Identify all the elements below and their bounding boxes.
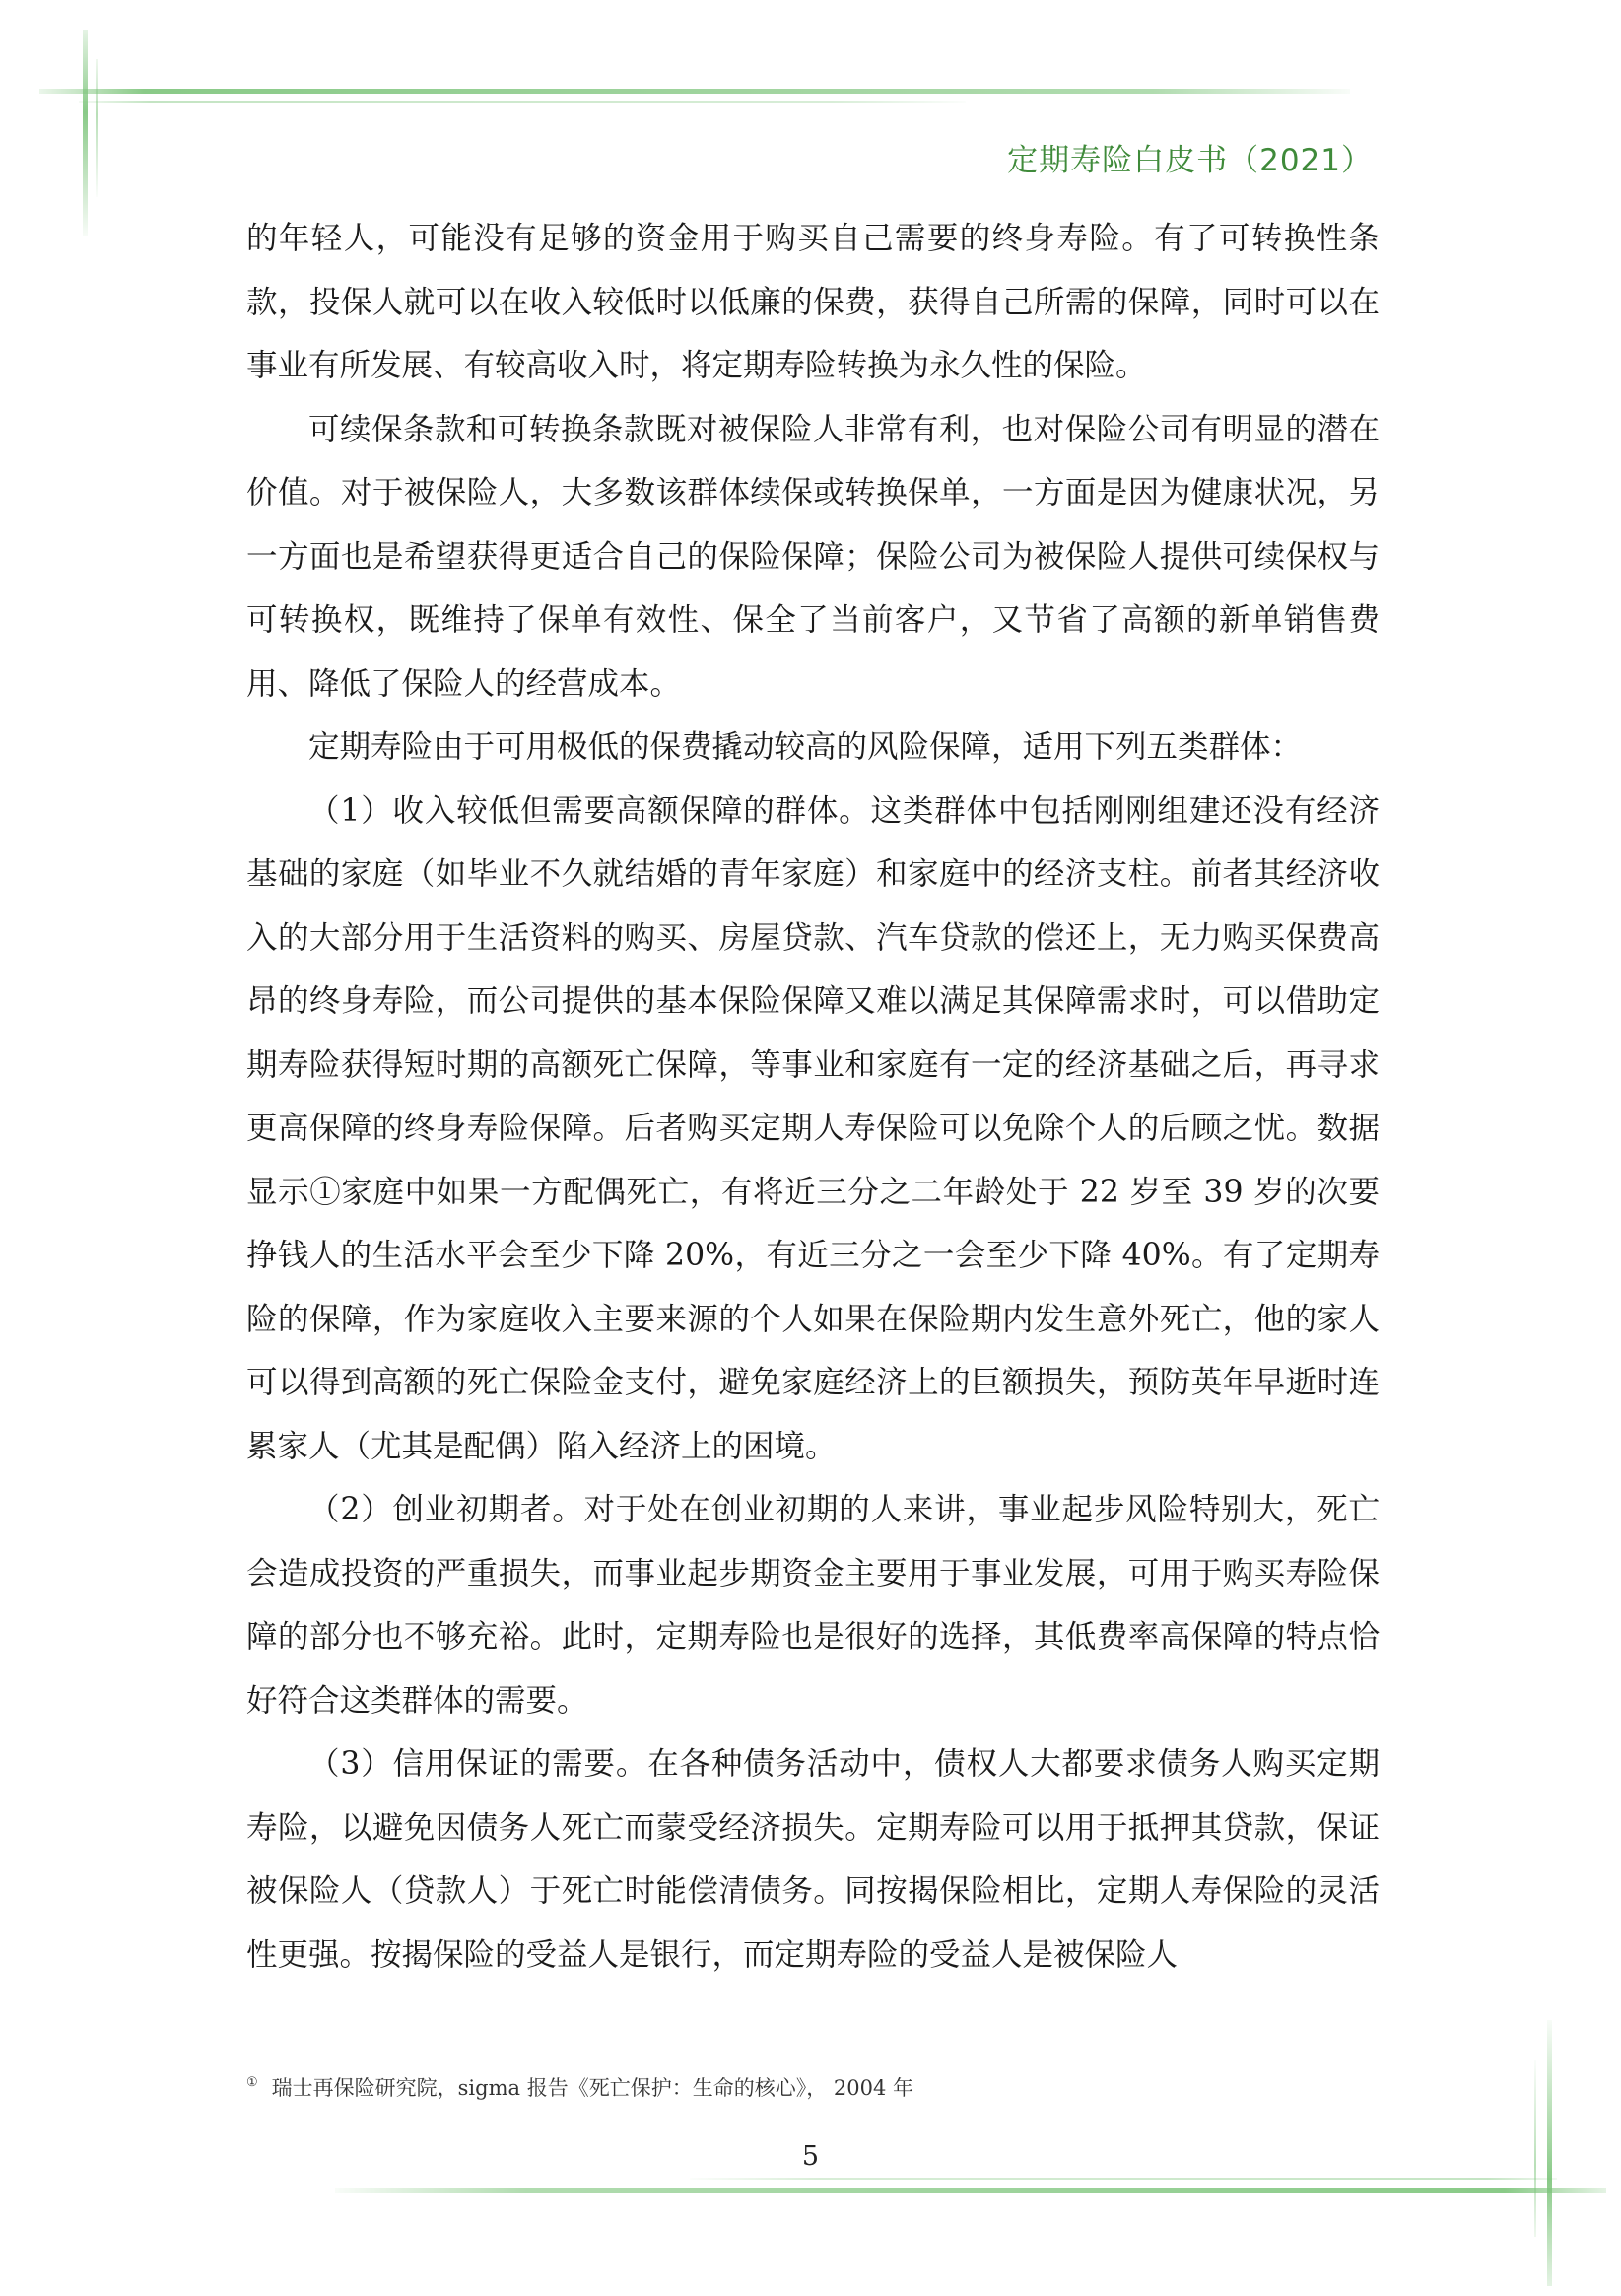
running-header-title: 定期寿险白皮书（2021） bbox=[1007, 143, 1373, 178]
paragraph: 定期寿险由于可用极低的保费撬动较高的风险保障，适用下列五类群体： bbox=[308, 729, 1303, 765]
paragraph: （2）创业初期者。对于处在创业初期的人来讲，事业起步风险特别大，死亡会造成投资的严重损失，而事业起步期资金主要用于事业发展，可用于购买寿险保障的部分也不够充裕。此时，定期寿险也是很好的选择，其低费率高保障的特点恰好符合这类群体的需要。 bbox=[246, 1492, 1380, 1719]
paragraph: （1）收入较低但需要高额保障的群体。这类群体中包括刚刚组建还没有经济基础的家庭（如毕业不久就结婚的青年家庭）和家庭中的经济支柱。前者其经济收入的大部分用于生活资料的购买、房屋贷款、汽车贷款的偿还上，无力购买保费高昂的终身寿险，而公司提供的基本保险保障又难以满足其保障需求时，可以借助定期寿险获得短时期的高额死亡保障，等事业和家庭有一定的经济基础之后，再寻求更高保障的终身寿险保障。后者购买定期人寿保险可以免除个人的后顾之忧。数据显示①家庭中如果一方配偶死亡，有将近三分之二年龄处于 22 岁至 39 岁的次要挣钱人的生活水平会至少下降 20%，有近三分之一会至少下降 40%。有了定期寿险的保障，作为家庭收入主要来源的个人如果在保险期内发生意外死亡，他的家人可以得到高额的死亡保险金支付，避免家庭经济上的巨额损失，预防英年早逝时连累家人（尤其是配偶）陷入经济上的困境。 bbox=[246, 792, 1380, 1464]
footnote bbox=[246, 2072, 1380, 2102]
paragraph: 的年轻人，可能没有足够的资金用于购买自己需要的终身寿险。有了可转换性条款，投保人就可以在收入较低时以低廉的保费，获得自己所需的保障，同时可以在事业有所发展、有较高收入时，将定期寿险转换为永久性的保险。 bbox=[246, 221, 1380, 383]
page-number: 5 bbox=[801, 2141, 820, 2172]
paragraph: 可续保条款和可转换条款既对被保险人非常有利，也对保险公司有明显的潜在价值。对于被保险人，大多数该群体续保或转换保单，一方面是因为健康状况，另一方面也是希望获得更适合自己的保险保障；保险公司为被保险人提供可续保权与可转换权，既维持了保单有效性、保全了当前客户，又节省了高额的新单销售费用、降低了保险人的经营成本。 bbox=[246, 411, 1380, 702]
body-text bbox=[246, 207, 1380, 1987]
footnote-text: 瑞士再保险研究院，sigma 报告《死亡保护：生命的核心》， 2004 年 bbox=[271, 2076, 913, 2100]
paragraph: （3）信用保证的需要。在各种债务活动中，债权人大都要求债务人购买定期寿险，以避免因债务人死亡而蒙受经济损失。定期寿险可以用于抵押其贷款，保证被保险人（贷款人）于死亡时能偿清债务。同按揭保险相比，定期人寿保险的灵活性更强。按揭保险的受益人是银行，而定期寿险的受益人是被保险人 bbox=[246, 1746, 1380, 1973]
footnote-mark: ① bbox=[246, 2075, 258, 2090]
